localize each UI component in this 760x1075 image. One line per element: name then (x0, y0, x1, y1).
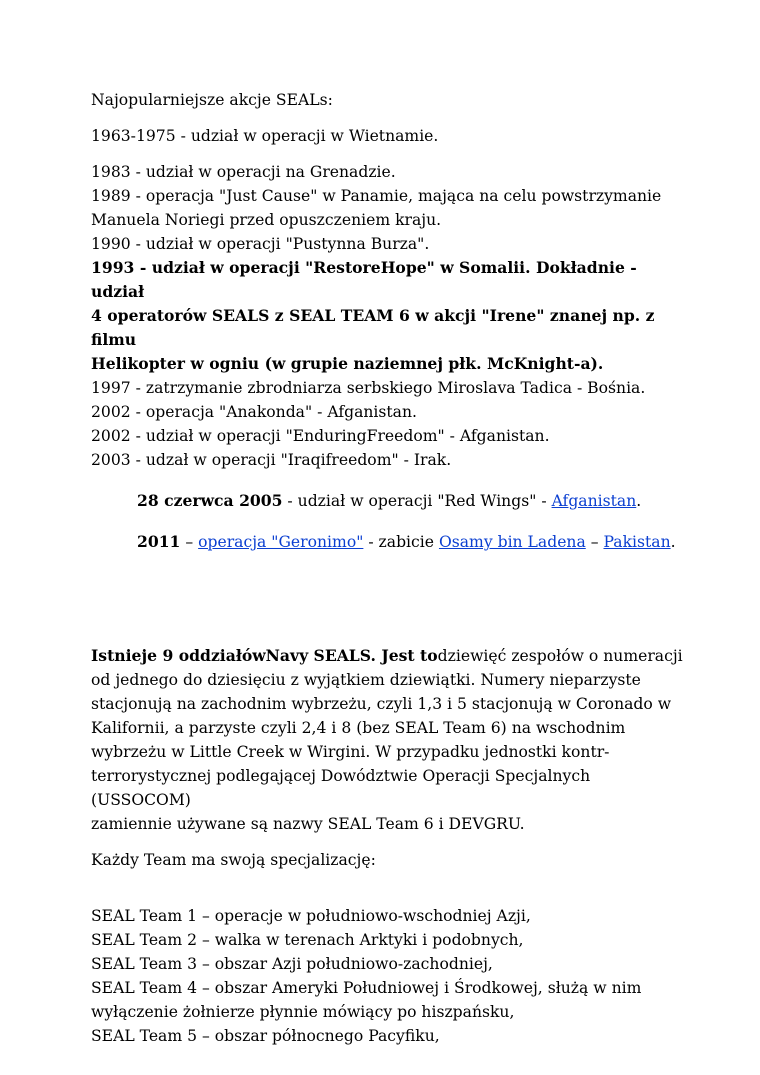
link-operacja-geronimo[interactable]: operacja "Geronimo" (198, 533, 364, 551)
para-line-3: stacjonują na zachodnim wybrzeżu, czyli 1,3 i 5 stacjonują w Coronado w (91, 695, 672, 713)
red-wings-end: . (636, 492, 642, 510)
document-page (91, 88, 691, 1048)
team-1: SEAL Team 1 – operacje w południowo-wschodniej Azji, (91, 907, 531, 925)
line-1983: 1983 - udział w operacji na Grenadzie. (91, 163, 396, 181)
line-2003: 2003 - udzał w operacji "Iraqifreedom" - Irak. (91, 451, 452, 469)
geronimo-year: 2011 (137, 532, 181, 551)
para-line-5: wybrzeżu w Little Creek w Wirgini. W przypadku jednostki kontr- (91, 743, 610, 761)
team-4b: wyłączenie żołnierze płynnie mówiący po hiszpańsku, (91, 1003, 515, 1021)
line-1997: 1997 - zatrzymanie zbrodniarza serbskiego Miroslava Tadica - Bośnia. (91, 379, 646, 397)
line-geronimo (91, 530, 691, 554)
geronimo-dash1: – (180, 533, 199, 551)
specialization-heading: Każdy Team ma swoją specjalizację: (91, 851, 376, 869)
team-3: SEAL Team 3 – obszar Azji południowo-zachodniej, (91, 955, 493, 973)
para-bold: Istnieje 9 oddziałówNavy SEALS. Jest to (91, 646, 438, 665)
para-line-2: od jednego do dziesięciu z wyjątkiem dziewiątki. Numery nieparzyste (91, 671, 641, 689)
team-5: SEAL Team 5 – obszar północnego Pacyfiku, (91, 1027, 440, 1045)
line-1993b (91, 304, 691, 352)
link-afganistan[interactable]: Afganistan (551, 492, 637, 510)
link-osamy-bin-ladena[interactable]: Osamy bin Ladena (438, 533, 586, 551)
bold-1993b: 4 operatorów SEALS z SEAL TEAM 6 w akcji "Irene" znanej np. z filmu (91, 306, 655, 349)
line-1993a (91, 256, 691, 304)
red-wings-date: 28 czerwca 2005 (137, 491, 283, 510)
bold-1993c: Helikopter w ogniu (w grupie naziemnej płk. McKnight-a). (91, 354, 604, 373)
line-1989a: 1989 - operacja "Just Cause" w Panamie, mająca na celu powstrzymanie (91, 187, 662, 205)
line-1990: 1990 - udział w operacji "Pustynna Burza". (91, 235, 430, 253)
line-2002a: 2002 - operacja "Anakonda" - Afganistan. (91, 403, 417, 421)
para-rest: dziewięć zespołów o numeracji (437, 647, 683, 665)
line-red-wings (91, 489, 691, 513)
geronimo-dash2: – (585, 533, 604, 551)
geronimo-mid: - zabicie (363, 533, 439, 551)
line-1993c (91, 352, 691, 376)
team-2: SEAL Team 2 – walka w terenach Arktyki i podobnych, (91, 931, 524, 949)
para-line-6: terrorystycznej podlegającej Dowództwie Operacji Specjalnych (USSOCOM) (91, 767, 591, 809)
team-4a: SEAL Team 4 – obszar Ameryki Południowej i Środkowej, służą w nim (91, 979, 642, 997)
bold-1993a: 1993 - udział w operacji "RestoreHope" w Somalii. Dokładnie - udział (91, 258, 637, 301)
para-line-4: Kalifornii, a parzyste czyli 2,4 i 8 (bez SEAL Team 6) na wschodnim (91, 719, 626, 737)
para-line-7: zamiennie używane są nazwy SEAL Team 6 i DEVGRU. (91, 815, 525, 833)
geronimo-end: . (670, 533, 676, 551)
line-1989b: Manuela Noriegi przed opuszczeniem kraju. (91, 211, 442, 229)
line-1963: 1963-1975 - udział w operacji w Wietnamie. (91, 127, 439, 145)
para-line-1 (91, 644, 691, 668)
line-2002b: 2002 - udział w operacji "EnduringFreedom" - Afganistan. (91, 427, 550, 445)
link-pakistan[interactable]: Pakistan (603, 533, 671, 551)
red-wings-text: - udział w operacji "Red Wings" - (282, 492, 552, 510)
heading: Najopularniejsze akcje SEALs: (91, 91, 333, 109)
